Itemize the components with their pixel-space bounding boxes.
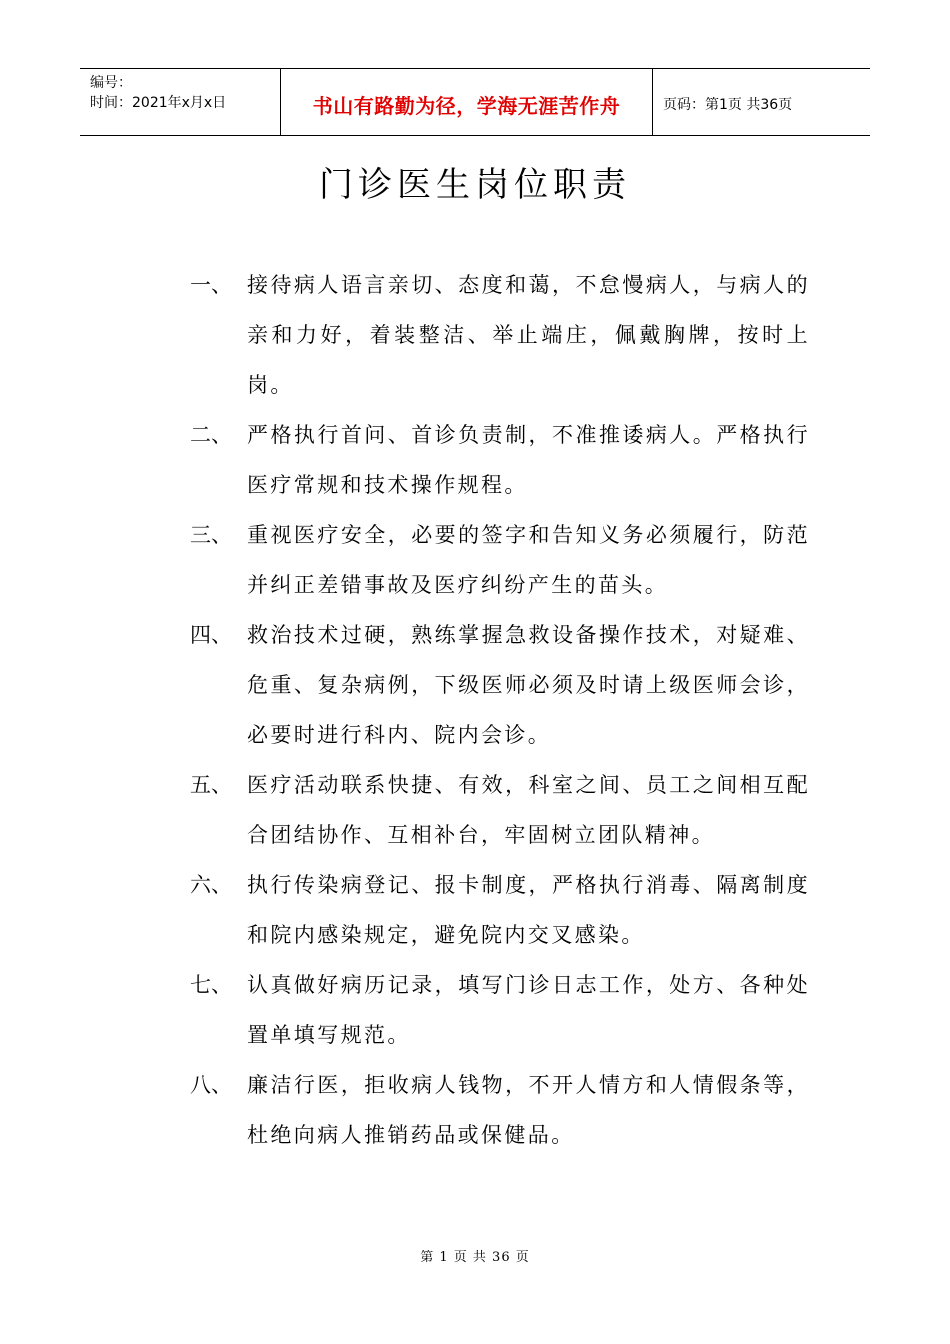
list-item-number: 三、	[190, 523, 232, 547]
header-page-cell	[653, 69, 870, 135]
list-item-text: 廉洁行医，拒收病人钱物，不开人情方和人情假条等，杜绝向病人推销药品或保健品。	[247, 1073, 810, 1147]
list-item-text: 医疗活动联系快捷、有效，科室之间、员工之间相互配合团结协作、互相补台，牢固树立团队精神。	[247, 773, 810, 847]
header-motto-cell	[281, 69, 653, 135]
list-item-text: 执行传染病登记、报卡制度，严格执行消毒、隔离制度和院内感染规定，避免院内交叉感染。	[247, 873, 810, 947]
header-motto: 书山有路勤为径，学海无涯苦作舟	[312, 93, 621, 118]
list-item-number: 七、	[190, 973, 232, 997]
list-item-number: 六、	[190, 873, 232, 897]
duty-list	[190, 260, 810, 1160]
list-item-text: 救治技术过硬，熟练掌握急救设备操作技术，对疑难、危重、复杂病例，下级医师必须及时请上级医师会诊，必要时进行科内、院内会诊。	[247, 623, 810, 747]
list-item-text: 接待病人语言亲切、态度和蔼，不怠慢病人，与病人的亲和力好，着装整洁、举止端庄，佩戴胸牌，按时上岗。	[247, 273, 810, 397]
list-item-number: 四、	[190, 623, 232, 647]
header-meta	[80, 69, 281, 135]
list-item-number: 八、	[190, 1073, 232, 1097]
document-number-label: 编号：	[90, 75, 132, 91]
list-item	[190, 260, 810, 410]
document-header	[80, 68, 870, 136]
list-item-number: 五、	[190, 773, 232, 797]
document-date-label: 时间：2021年x月x日	[90, 95, 227, 111]
list-item	[190, 1060, 810, 1160]
list-item-text: 重视医疗安全，必要的签字和告知义务必须履行，防范并纠正差错事故及医疗纠纷产生的苗头。	[247, 523, 810, 597]
list-item	[190, 860, 810, 960]
page-footer: 第 1 页 共 36 页	[420, 1250, 530, 1265]
page-title: 门诊医生岗位职责	[319, 165, 631, 205]
list-item	[190, 960, 810, 1060]
list-item	[190, 760, 810, 860]
list-item	[190, 610, 810, 760]
list-item-number: 一、	[190, 273, 232, 297]
header-page-info: 页码：第1页 共36页	[663, 97, 793, 113]
list-item-number: 二、	[190, 423, 232, 447]
list-item-text: 认真做好病历记录，填写门诊日志工作，处方、各种处置单填写规范。	[247, 973, 810, 1047]
list-item-text: 严格执行首问、首诊负责制，不准推诿病人。严格执行医疗常规和技术操作规程。	[247, 423, 810, 497]
list-item	[190, 510, 810, 610]
list-item	[190, 410, 810, 510]
